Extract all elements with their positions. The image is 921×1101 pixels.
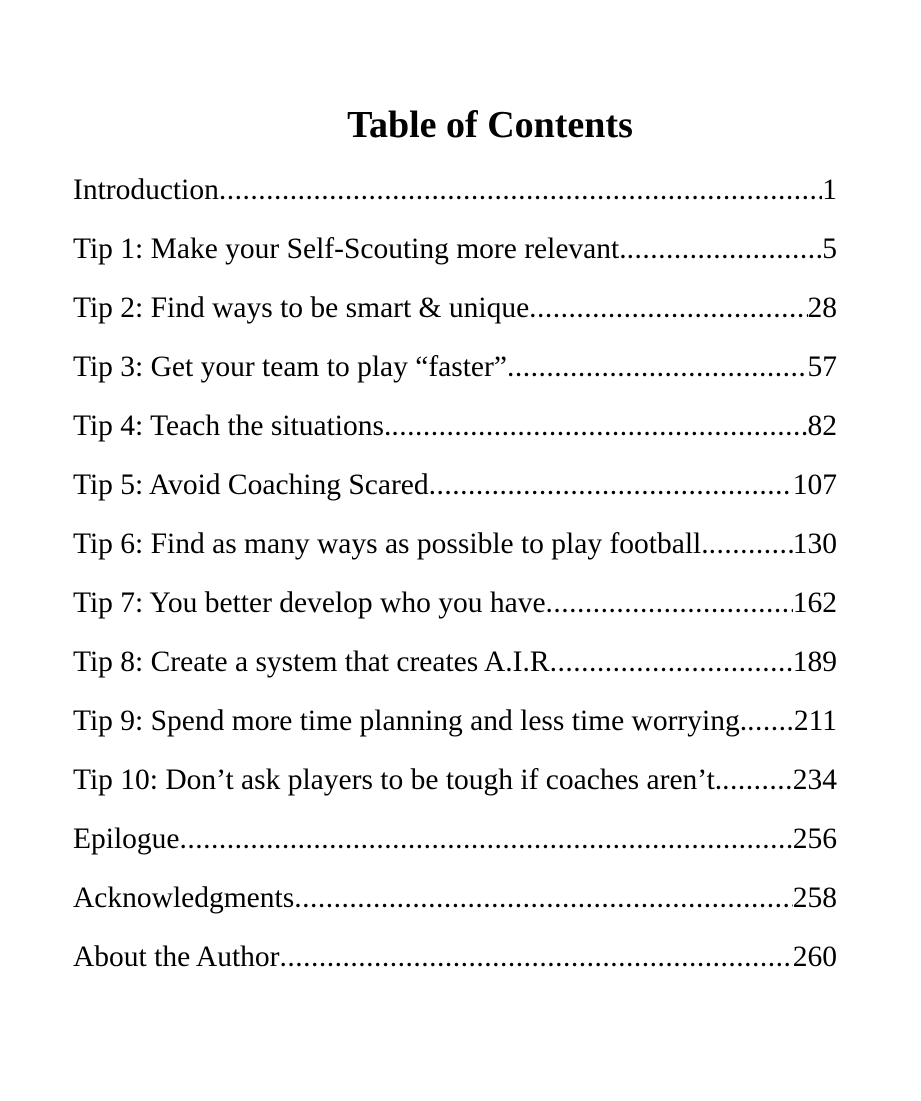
toc-entry-label: Tip 10: Don’t ask players to be tough if coaches aren’t. — [73, 764, 723, 796]
toc-entry-tip-3 — [73, 345, 837, 404]
toc-entry-tip-2 — [73, 286, 837, 345]
toc-entry-introduction — [73, 168, 837, 227]
toc-dot-leader — [429, 463, 793, 507]
page-title: Table of Contents — [347, 104, 633, 146]
toc-entry-epilogue — [73, 817, 837, 876]
toc-entry-page-number: 256 — [792, 823, 837, 855]
toc-entry-label: Tip 6: Find as many ways as possible to play football. — [73, 528, 709, 560]
toc-entry-label: Tip 1: Make your Self-Scouting more relevant. — [73, 233, 627, 265]
toc-entry-page-number: 189 — [792, 646, 837, 678]
toc-entry-page-number: 107 — [792, 469, 837, 501]
toc-dot-leader — [219, 168, 822, 212]
toc-entry-tip-6 — [73, 522, 837, 581]
toc-entry-tip-9 — [73, 699, 837, 758]
toc-entry-page-number: 130 — [792, 528, 837, 560]
toc-dot-leader — [722, 758, 793, 802]
toc-entry-tip-10 — [73, 758, 837, 817]
toc-dot-leader — [546, 581, 793, 625]
toc-entry-acknowledgments — [73, 876, 837, 935]
toc-entry-page-number: 260 — [792, 941, 837, 973]
toc-entry-page-number: 5 — [822, 233, 837, 265]
toc-dot-leader — [747, 699, 794, 743]
toc-entry-page-number: 1 — [822, 174, 837, 206]
toc-entry-page-number: 211 — [793, 705, 837, 737]
toc-dot-leader — [180, 817, 793, 861]
toc-entry-page-number: 258 — [792, 882, 837, 914]
toc-entry-page-number: 57 — [807, 351, 837, 383]
toc-entry-tip-4 — [73, 404, 837, 463]
toc-dot-leader — [294, 876, 793, 920]
toc-entry-label: Tip 4: Teach the situations. — [73, 410, 392, 442]
toc-dot-leader — [550, 640, 793, 684]
toc-entry-label: About the Author — [73, 941, 280, 973]
toc-list — [73, 168, 837, 994]
toc-dot-leader — [709, 522, 793, 566]
toc-entry-tip-7 — [73, 581, 837, 640]
toc-entry-about-the-author — [73, 935, 837, 994]
toc-dot-leader — [391, 404, 807, 448]
toc-entry-label: Tip 7: You better develop who you have — [73, 587, 546, 619]
toc-entry-tip-8 — [73, 640, 837, 699]
toc-entry-tip-5 — [73, 463, 837, 522]
toc-entry-page-number: 28 — [807, 292, 837, 324]
toc-dot-leader — [627, 227, 823, 271]
toc-entry-label: Acknowledgments — [73, 882, 295, 914]
toc-entry-label: Introduction — [73, 174, 219, 206]
toc-dot-leader — [280, 935, 793, 979]
toc-entry-label: Tip 3: Get your team to play “faster” — [73, 351, 507, 383]
toc-dot-leader — [507, 345, 808, 389]
toc-entry-label: Tip 8: Create a system that creates A.I.R — [73, 646, 550, 678]
toc-entry-tip-1 — [73, 227, 837, 286]
toc-entry-page-number: 82 — [807, 410, 837, 442]
toc-entry-page-number: 162 — [792, 587, 837, 619]
toc-dot-leader — [529, 286, 807, 330]
toc-entry-label: Tip 2: Find ways to be smart & unique — [73, 292, 530, 324]
toc-entry-label: Epilogue — [73, 823, 180, 855]
toc-entry-label: Tip 5: Avoid Coaching Scared — [73, 469, 429, 501]
toc-entry-page-number: 234 — [792, 764, 837, 796]
toc-entry-label: Tip 9: Spend more time planning and less time worrying. — [73, 705, 748, 737]
